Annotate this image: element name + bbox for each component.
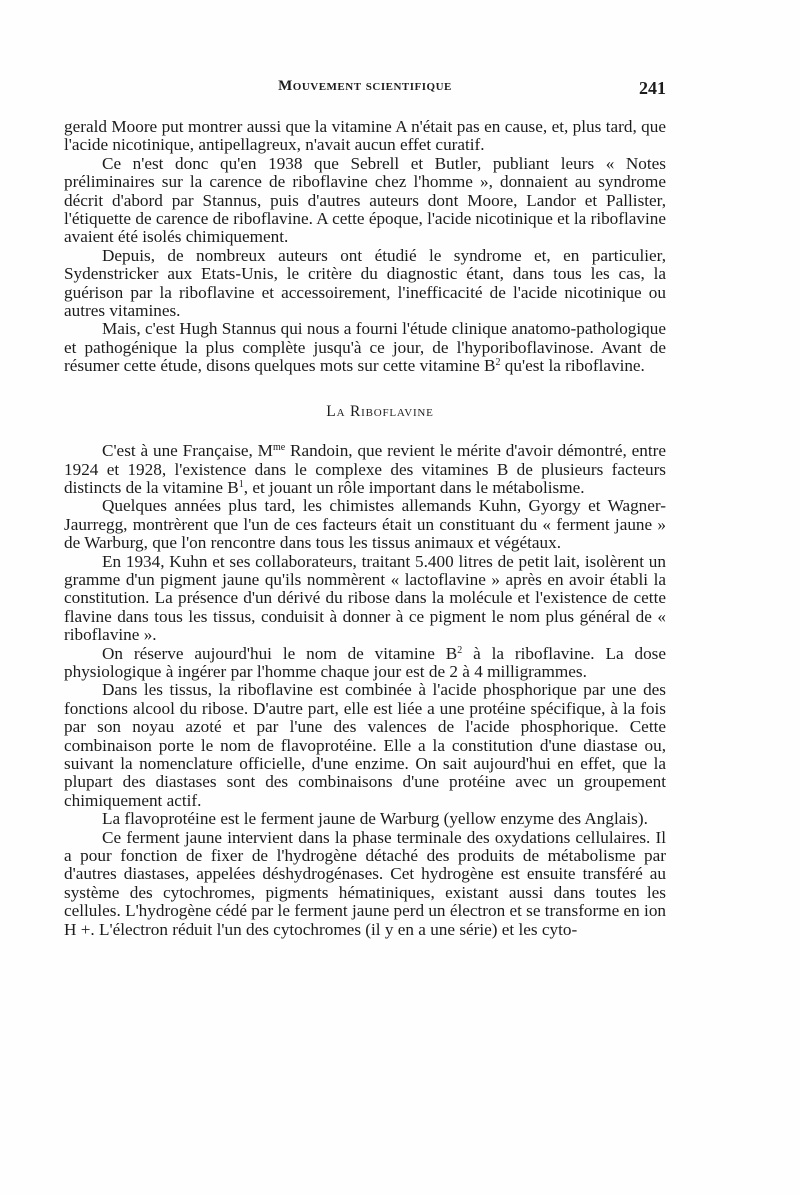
paragraph-5-part-1: C'est à une Française, M xyxy=(102,441,273,461)
paragraph-4-end: qu'est la riboflavine. xyxy=(500,356,645,376)
paragraph-3: Depuis, de nombreux auteurs ont étudié le syndrome et, en particulier, Sydenstricker aux Etats-Unis, le critère du diagnostic étant, dans tous les cas, la guérison par la riboflavine et accessoirement, l'inefficacité de l'acide nicotinique ou autres vitamines. xyxy=(64,245,666,321)
page-number: 241 xyxy=(639,78,666,98)
paragraph-11: Ce ferment jaune intervient dans la phase terminale des oxydations cellulaires. Il a pour fonction de fixer de l'hydrogène détaché des produits de métabolisme par d'autres diastases, appelées déshydrogénases. Cet hydrogène est ensuite transféré au système des cytochromes, pigments hématiniques, existant aussi dans toutes les cellules. L'hydrogène cédé par le ferment jaune perd un électron et se transforme en ion H +. L'électron réduit l'un des cytochromes (il y en a une série) et les cyto- xyxy=(64,827,667,939)
paragraph-9: Dans les tissus, la riboflavine est combinée à l'acide phosphorique par une des fonctions alcool du ribose. D'autre part, elle est liée a une protéine spécifique, à la fois par son noyau azoté et par l'une des valences de l'acide phosphorique. Cette combinaison porte le nom de flavoprotéine. Elle a la constitution d'une diastase ou, suivant la nomenclature officielle, d'une enzime. On sait aujourd'hui en effet, que la plupart des diastases sont des combinaisons d'une protéine avec un groupement chimiquement actif. xyxy=(64,680,666,810)
paragraph-5-part-3: , et jouant un rôle important dans le métabolisme. xyxy=(243,477,585,497)
running-header xyxy=(64,78,666,102)
paragraph-8-part-2: à la riboflavine. La dose physiologique à ingérer par l'homme chaque jour est de 2 à 4 milligrammes. xyxy=(64,643,666,681)
superscript: 2 xyxy=(495,357,501,369)
paragraph-8 xyxy=(64,645,666,682)
superscript: 2 xyxy=(457,644,463,656)
superscript: 1 xyxy=(238,478,244,490)
paragraph-1: gerald Moore put montrer aussi que la vitamine A n'était pas en cause, et, plus tard, que l'acide nicotinique, antipellagreux, n'avait aucun effet curatif. xyxy=(64,117,666,155)
running-title: Mouvement scientifique xyxy=(278,78,452,94)
paragraph-2: Ce n'est donc qu'en 1938 que Sebrell et Butler, publiant leurs « Notes préliminaires sur la carence de riboflavine chez l'homme », donnaient au syndrome décrit d'abord par Stannus, puis d'autres auteurs dont Moore, Landor et Pallister, l'étiquette de carence de riboflavine. A cette époque, l'acide nicotinique et la riboflavine avaient été isolés chimiquement. xyxy=(64,153,666,247)
paragraph-7: En 1934, Kuhn et ses collaborateurs, traitant 5.400 litres de petit lait, isolèrent un gramme d'un pigment jaune qu'ils nommèrent « lactoflavine » après en avoir établi la constitution. La présence d'un dérivé du ribose dans la molécule et l'existence de cette flavine dans tous les tissus, conduisit à donner à ce pigment le nom plus général de « riboflavine ». xyxy=(64,551,666,645)
paragraph-5 xyxy=(64,442,666,497)
section-heading: La Riboflavine xyxy=(326,402,434,420)
body-text xyxy=(64,118,666,939)
paragraph-10: La flavoprotéine est le ferment jaune de Warburg (yellow enzyme des Anglais). xyxy=(102,809,648,829)
paragraph-8-part-1: On réserve aujourd'hui le nom de vitamine B xyxy=(102,643,458,663)
paragraph-4-text: Mais, c'est Hugh Stannus qui nous a fourni l'étude clinique anatomo-pathologique et pathogénique la plus complète jusqu'à ce jour, de l'hyporiboflavinose. Avant de résumer cette étude, disons quelques mots sur cette vitamine B xyxy=(64,319,666,376)
paragraph-5-part-2: Randoin, que revient le mérite d'avoir démontré, entre 1924 et 1928, l'existence dans le complexe des vitamines B de plusieurs facteurs distincts de la vitamine B xyxy=(64,441,666,497)
paragraph-6: Quelques années plus tard, les chimistes allemands Kuhn, Gyorgy et Wagner-Jaurregg, montrèrent que l'un de ces facteurs était un constituant du « ferment jaune » de Warburg, que l'on rencontre dans tous les tissus animaux et végétaux. xyxy=(64,496,666,553)
superscript: me xyxy=(272,442,286,454)
paragraph-4 xyxy=(64,320,666,375)
